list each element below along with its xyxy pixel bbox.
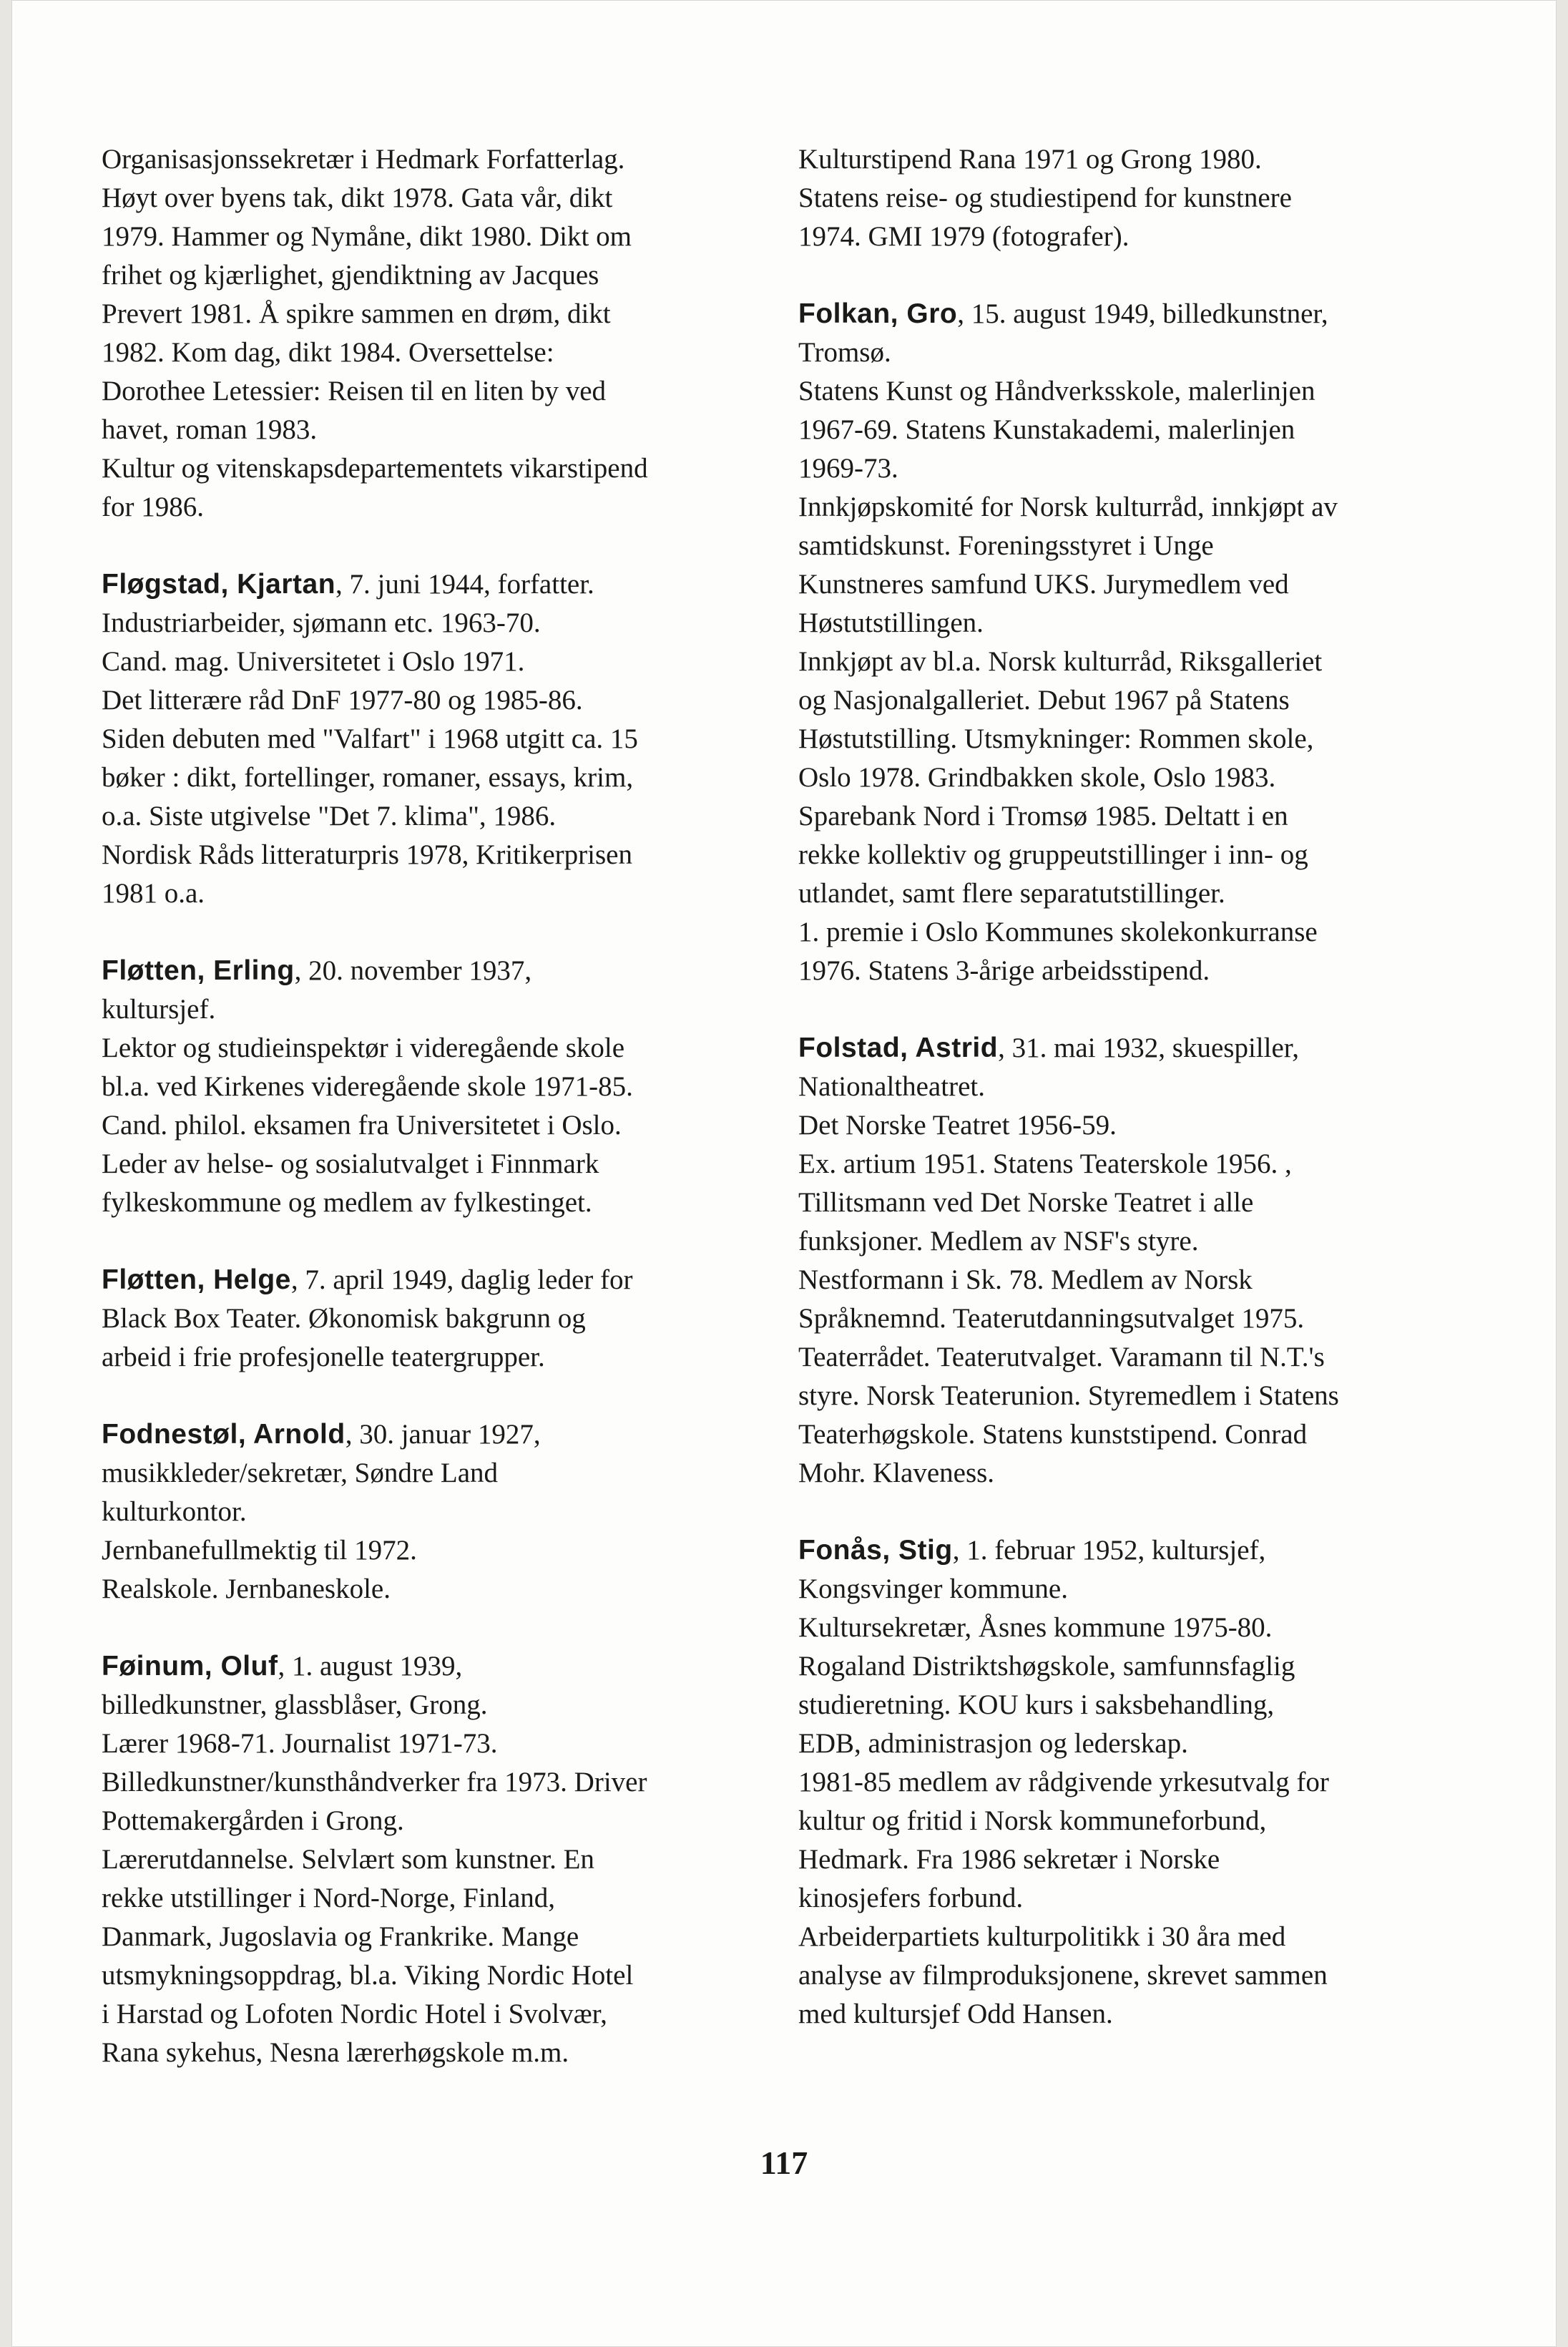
entry-heading-details: , 1. februar 1952, kultursjef, — [952, 1535, 1266, 1566]
entry-line: Nestformann i Sk. 78. Medlem av Norsk — [798, 1264, 1253, 1295]
entry-line: kultursjef. — [102, 994, 216, 1025]
entry-heading-details: , 7. juni 1944, forfatter. — [335, 569, 594, 600]
person-name: Føinum, Oluf — [102, 1651, 278, 1682]
entry-line: 1981-85 medlem av rådgivende yrkesutvalg for — [798, 1767, 1329, 1797]
biography-entry — [798, 295, 1485, 990]
entry-heading-details: , 15. august 1949, billedkunstner, — [957, 298, 1328, 329]
entry-line: frihet og kjærlighet, gjendiktning av Jacques — [102, 260, 599, 291]
biography-entry — [102, 565, 767, 913]
person-name: Fodnestøl, Arnold — [102, 1419, 346, 1450]
entry-line: 1976. Statens 3-årige arbeidsstipend. — [798, 955, 1210, 986]
entry-line: bøker : dikt, fortellinger, romaner, essays, krim, — [102, 762, 634, 793]
entry-line: Høstutstilling. Utsmykninger: Rommen skole, — [798, 723, 1314, 754]
entry-line: Statens reise- og studiestipend for kunstnere — [798, 182, 1292, 213]
entry-line: Pottemakergården i Grong. — [102, 1805, 404, 1836]
entry-line: Statens Kunst og Håndverksskole, malerlinjen — [798, 376, 1315, 406]
biography-entry — [102, 1415, 767, 1609]
entry-line: Lektor og studieinspektør i videregående skole — [102, 1033, 625, 1063]
entry-line: Arbeiderpartiets kulturpolitikk i 30 åra med — [798, 1921, 1286, 1952]
entry-line: Black Box Teater. Økonomisk bakgrunn og — [102, 1303, 586, 1334]
entry-line: Hedmark. Fra 1986 sekretær i Norske — [798, 1844, 1220, 1875]
entry-line: Tillitsmann ved Det Norske Teatret i alle — [798, 1187, 1254, 1218]
entry-line: med kultursjef Odd Hansen. — [798, 1999, 1113, 2029]
page-number: 117 — [760, 2144, 808, 2181]
entry-line: bl.a. ved Kirkenes videregående skole 1971-85. — [102, 1071, 633, 1102]
entry-heading — [102, 565, 767, 604]
entry-line: Billedkunstner/kunsthåndverker fra 1973. Driver — [102, 1767, 647, 1797]
entry-line: rekke kollektiv og gruppeutstillinger i inn- og — [798, 839, 1308, 870]
biography-entry — [798, 1531, 1485, 2034]
entry-line: kulturkontor. — [102, 1496, 247, 1527]
entry-line: Cand. philol. eksamen fra Universitetet i Oslo. — [102, 1110, 622, 1141]
biography-entry — [102, 1261, 767, 1377]
entry-line: 1982. Kom dag, dikt 1984. Oversettelse: — [102, 337, 554, 368]
entry-line: fylkeskommune og medlem av fylkestinget. — [102, 1187, 592, 1218]
entry-heading — [798, 1531, 1485, 1570]
continuation-entry — [102, 140, 767, 527]
entry-heading — [102, 1415, 767, 1454]
person-name: Folkan, Gro — [798, 298, 958, 329]
entry-line: 1969-73. — [798, 453, 898, 484]
entry-line: Leder av helse- og sosialutvalget i Finnmark — [102, 1148, 599, 1179]
entry-line: samtidskunst. Foreningsstyret i Unge — [798, 530, 1214, 561]
entry-line: 1981 o.a. — [102, 878, 205, 909]
entry-heading-details: , 20. november 1937, — [294, 955, 532, 986]
entry-line: Mohr. Klaveness. — [798, 1458, 995, 1488]
entries-list — [798, 295, 1485, 2034]
entry-line: Oslo 1978. Grindbakken skole, Oslo 1983. — [798, 762, 1276, 793]
entry-line: Ex. artium 1951. Statens Teaterskole 1956. , — [798, 1148, 1292, 1179]
entry-heading-details: , 1. august 1939, — [278, 1651, 463, 1682]
entry-heading — [102, 1261, 767, 1299]
entry-line: Prevert 1981. Å spikre sammen en drøm, dikt — [102, 298, 611, 329]
entry-heading — [798, 1029, 1485, 1068]
continuation-entry — [798, 140, 1485, 256]
entry-heading — [798, 295, 1485, 333]
entry-line: Nordisk Råds litteraturpris 1978, Kritikerprisen — [102, 839, 632, 870]
entry-line: Lærerutdannelse. Selvlært som kunstner. En — [102, 1844, 594, 1875]
entry-heading-details: , 31. mai 1932, skuespiller, — [998, 1033, 1299, 1063]
entry-line: kultur og fritid i Norsk kommuneforbund, — [798, 1805, 1267, 1836]
entry-line: 1. premie i Oslo Kommunes skolekonkurranse — [798, 917, 1318, 947]
entry-heading-details: , 30. januar 1927, — [345, 1419, 541, 1450]
entry-line: arbeid i frie profesjonelle teatergrupper. — [102, 1342, 545, 1372]
entry-line: havet, roman 1983. — [102, 414, 318, 445]
entry-line: utlandet, samt flere separatutstillinger. — [798, 878, 1225, 909]
entry-line: 1967-69. Statens Kunstakademi, malerlinjen — [798, 414, 1295, 445]
entry-line: Det litterære råd DnF 1977-80 og 1985-86. — [102, 685, 583, 716]
entry-line: rekke utstillinger i Nord-Norge, Finland, — [102, 1883, 555, 1913]
entry-line: Det Norske Teatret 1956-59. — [798, 1110, 1117, 1141]
entry-line: billedkunstner, glassblåser, Grong. — [102, 1689, 488, 1720]
entry-line: Kongsvinger kommune. — [798, 1573, 1068, 1604]
entry-line: Sparebank Nord i Tromsø 1985. Deltatt i en — [798, 801, 1288, 831]
entry-line: utsmykningsoppdrag, bl.a. Viking Nordic Hotel — [102, 1960, 634, 1991]
entry-line: studieretning. KOU kurs i saksbehandling, — [798, 1689, 1275, 1720]
person-name: Folstad, Astrid — [798, 1033, 999, 1063]
entry-line: Siden debuten med "Valfart" i 1968 utgitt ca. 15 — [102, 723, 638, 754]
entry-line: Cand. mag. Universitetet i Oslo 1971. — [102, 646, 525, 677]
biography-entry — [102, 952, 767, 1222]
entry-line: Danmark, Jugoslavia og Frankrike. Mange — [102, 1921, 579, 1952]
entry-line: og Nasjonalgalleriet. Debut 1967 på Statens — [798, 685, 1290, 716]
entry-line: musikkleder/sekretær, Søndre Land — [102, 1458, 499, 1488]
entry-line: Teaterhøgskole. Statens kunststipend. Conrad — [798, 1419, 1308, 1450]
entry-line: 1979. Hammer og Nymåne, dikt 1980. Dikt om — [102, 221, 632, 252]
entry-line: styre. Norsk Teaterunion. Styremedlem i Statens — [798, 1380, 1339, 1411]
biography-entry — [798, 1029, 1485, 1493]
person-name: Fløtten, Erling — [102, 955, 295, 986]
entry-line: Industriarbeider, sjømann etc. 1963-70. — [102, 608, 541, 638]
person-name: Fonås, Stig — [798, 1535, 953, 1566]
entry-line: Organisasjonssekretær i Hedmark Forfatterlag. — [102, 144, 625, 175]
person-name: Fløtten, Helge — [102, 1264, 291, 1295]
entry-line: analyse av filmproduksjonene, skrevet sammen — [798, 1960, 1328, 1991]
entry-line: 1974. GMI 1979 (fotografer). — [798, 221, 1130, 252]
entry-line: Kultur og vitenskapsdepartementets vikarstipend — [102, 453, 648, 484]
entry-line: Dorothee Letessier: Reisen til en liten by ved — [102, 376, 607, 406]
entry-line: Kunstneres samfund UKS. Jurymedlem ved — [798, 569, 1289, 600]
entry-line: Innkjøpt av bl.a. Norsk kulturråd, Riksgalleriet — [798, 646, 1323, 677]
person-name: Fløgstad, Kjartan — [102, 569, 336, 600]
entry-line: Kultursekretær, Åsnes kommune 1975-80. — [798, 1612, 1273, 1643]
document-page — [11, 0, 1557, 2347]
entry-line: for 1986. — [102, 492, 204, 522]
entry-line: o.a. Siste utgivelse "Det 7. klima", 1986. — [102, 801, 557, 831]
biography-entry — [102, 1647, 767, 2072]
entry-line: Kulturstipend Rana 1971 og Grong 1980. — [798, 144, 1262, 175]
entry-heading — [102, 1647, 767, 1686]
entry-line: Lærer 1968-71. Journalist 1971-73. — [102, 1728, 498, 1759]
entry-line: i Harstad og Lofoten Nordic Hotel i Svolvær, — [102, 1999, 607, 2029]
entry-line: Jernbanefullmektig til 1972. — [102, 1535, 417, 1566]
entry-heading — [102, 952, 767, 990]
entry-line: Nationaltheatret. — [798, 1071, 985, 1102]
entry-line: funksjoner. Medlem av NSF's styre. — [798, 1226, 1199, 1257]
entry-line: EDB, administrasjon og lederskap. — [798, 1728, 1188, 1759]
entry-line: Realskole. Jernbaneskole. — [102, 1573, 391, 1604]
entry-line: Innkjøpskomité for Norsk kulturråd, innkjøpt av — [798, 492, 1338, 522]
left-column — [102, 140, 767, 2111]
entry-line: Høstutstillingen. — [798, 608, 984, 638]
entry-line: kinosjefers forbund. — [798, 1883, 1024, 1913]
entry-line: Språknemnd. Teaterutdanningsutvalget 1975. — [798, 1303, 1305, 1334]
entry-line: Rogaland Distriktshøgskole, samfunnsfaglig — [798, 1651, 1295, 1682]
entry-line: Tromsø. — [798, 337, 891, 368]
entry-line: Rana sykehus, Nesna lærerhøgskole m.m. — [102, 2037, 569, 2068]
entry-heading-details: , 7. april 1949, daglig leder for — [290, 1264, 633, 1295]
entry-line: Teaterrådet. Teaterutvalget. Varamann til N.T.'s — [798, 1342, 1325, 1372]
entry-line: Høyt over byens tak, dikt 1978. Gata vår, dikt — [102, 182, 613, 213]
entries-list — [102, 565, 767, 2072]
right-column — [798, 140, 1485, 2072]
